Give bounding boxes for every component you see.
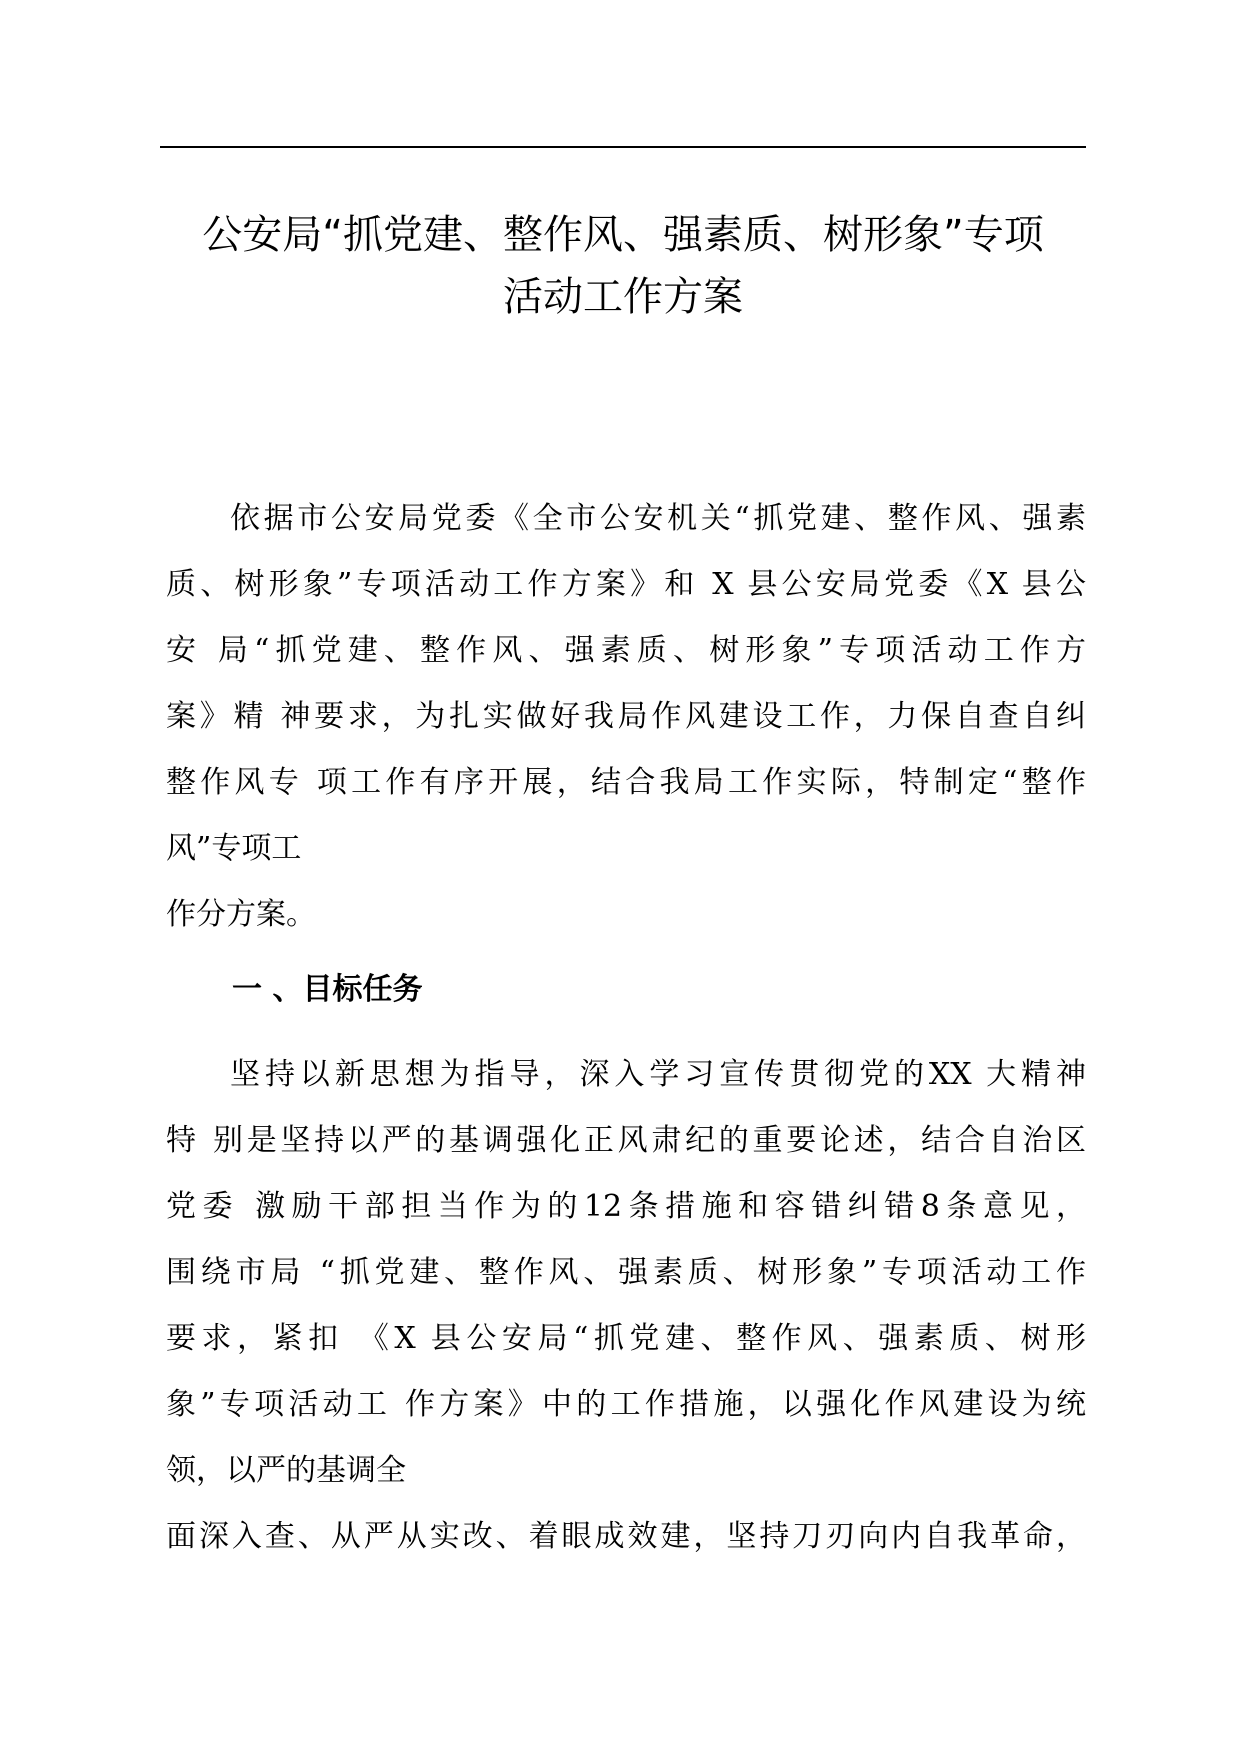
paragraph-line: 象”专项活动工 作方案》中的工作措施，以强化作风建设为统 xyxy=(166,1387,1086,1422)
title-line: 活动工作方案 xyxy=(503,274,743,320)
paragraph-line: 坚持以新思想为指导，深入学习宣传贯彻党的XX 大精神 xyxy=(230,1057,1086,1092)
title-line: 公安局“抓党建、整作风、强素质、树形象”专项 xyxy=(202,212,1044,258)
paragraph-line: 领，以严的基调全 xyxy=(166,1453,406,1488)
intro-paragraph xyxy=(166,486,1086,948)
paragraph-line: 特 别是坚持以严的基调强化正风肃纪的重要论述，结合自治区 xyxy=(166,1123,1086,1158)
paragraph-line: 案》精 神要求，为扎实做好我局作风建设工作，力保自查自纠 xyxy=(166,699,1086,734)
paragraph-line: 整作风专 项工作有序开展，结合我局工作实际，特制定“整作 xyxy=(166,765,1086,800)
paragraph-line: 作分方案。 xyxy=(166,897,316,932)
paragraph-line: 要求，紧扣 《X 县公安局“抓党建、整作风、强素质、树形 xyxy=(166,1321,1086,1356)
paragraph-line: 面深入查、从严从实改、着眼成效建，坚持刀刃向内自我革命， xyxy=(166,1519,1086,1554)
paragraph-line: 安 局“抓党建、整作风、强素质、树形象”专项活动工作方 xyxy=(166,633,1086,668)
document-title xyxy=(160,204,1086,328)
goals-paragraph xyxy=(166,1042,1086,1570)
section-heading: 一 、目标任务 xyxy=(232,972,423,1007)
paragraph-line: 围绕市局 “抓党建、整作风、强素质、树形象”专项活动工作 xyxy=(166,1255,1086,1290)
paragraph-line: 质、树形象”专项活动工作方案》和 X 县公安局党委《X 县公 xyxy=(166,567,1086,602)
paragraph-line: 依据市公安局党委《全市公安机关“抓党建、整作风、强素 xyxy=(230,501,1086,536)
paragraph-line: 党委 激励干部担当作为的12条措施和容错纠错8条意见， xyxy=(166,1189,1086,1224)
paragraph-line: 风”专项工 xyxy=(166,831,302,866)
header-rule xyxy=(160,146,1086,148)
